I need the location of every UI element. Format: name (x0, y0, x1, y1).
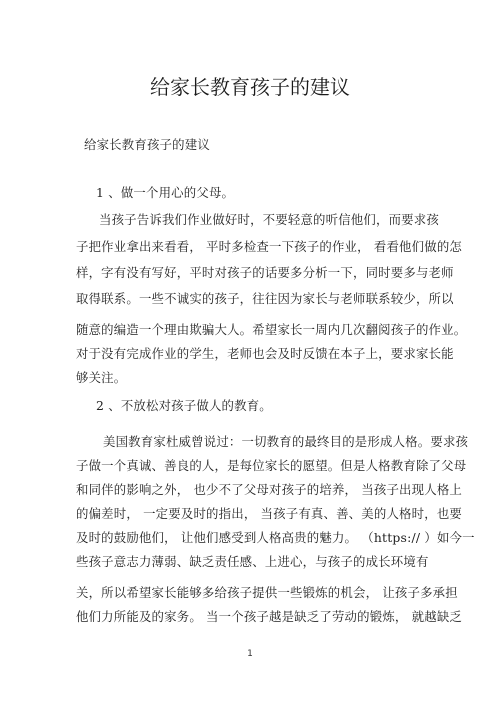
paragraph-line: 关，所以希望家长能够多给孩子提供一些锻炼的机会， 让孩子多承担 (76, 585, 458, 600)
paragraph-line: 够关注。 (76, 370, 127, 385)
paragraph-line: 美国教育家杜威曾说过：一切教育的最终目的是形成人格。要求孩 (103, 434, 469, 449)
section-heading-2: 2 、不放松对孩子做人的教育。 (96, 398, 272, 413)
paragraph-line: 及时的鼓励他们， 让他们感受到人格高贵的魅力。 （https:// ）如今一 (76, 530, 475, 545)
paragraph-line: 子做一个真诚、善良的人，是每位家长的愿望。但是人格教育除了父母 (76, 458, 467, 473)
document-title: 给家长教育孩子的建议 (150, 75, 350, 99)
page-number: 1 (247, 649, 253, 659)
section-heading-1: 1 、做一个用心的父母。 (96, 185, 235, 200)
paragraph-line: 的偏差时， 一定要及时的指出， 当孩子有真、善、美的人格时，也要 (76, 506, 462, 521)
paragraph-line: 子把作业拿出来看看， 平时多检查一下孩子的作业， 看看他们做的怎 (76, 239, 462, 254)
paragraph-line: 他们力所能及的家务。 当一个孩子越是缺乏了劳动的锻炼， 就越缺乏 (76, 609, 462, 624)
document-subtitle: 给家长教育孩子的建议 (84, 137, 210, 152)
paragraph-line: 随意的编造一个理由欺骗大人。希望家长一周内几次翻阅孩子的作业。 (76, 322, 467, 337)
paragraph-line: 些孩子意志力薄弱、缺乏责任感、上进心，与孩子的成长环境有 (76, 554, 429, 569)
paragraph-line: 和同伴的影响之外， 也少不了父母对孩子的培养， 当孩子出现人格上 (76, 482, 462, 497)
paragraph-line: 对于没有完成作业的学生，老师也会及时反馈在本子上，要求家长能 (76, 346, 454, 361)
paragraph-line: 样，字有没有写好，平时对孩子的话要多分析一下，同时要多与老师 (76, 265, 454, 280)
paragraph-line: 当孩子告诉我们作业做好时，不要轻意的听信他们，而要求孩 (99, 212, 439, 227)
paragraph-line: 取得联系。一些不诚实的孩子，往往因为家长与老师联系较少，所以 (76, 291, 454, 306)
